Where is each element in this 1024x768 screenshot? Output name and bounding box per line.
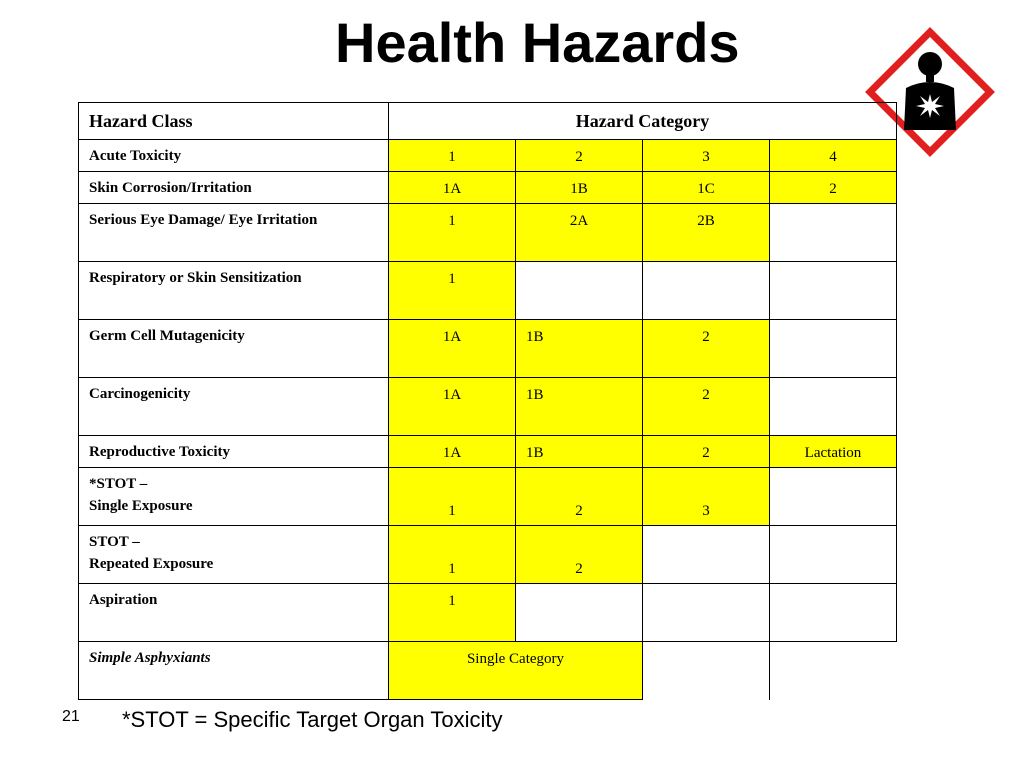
category-cell-empty (516, 584, 643, 642)
table-row (79, 140, 897, 172)
category-cell: 2 (516, 526, 643, 584)
category-cell-empty (770, 204, 897, 262)
hazard-class-line: *STOT – (89, 476, 148, 492)
table-row (79, 378, 897, 436)
category-cell-empty (643, 262, 770, 320)
category-cell: 1 (389, 468, 516, 526)
header-hazard-category: Hazard Category (389, 103, 897, 140)
category-cell: 1B (516, 378, 643, 436)
table-header-row (79, 103, 897, 140)
table-row (79, 642, 897, 700)
category-cell: 1A (389, 172, 516, 204)
hazard-class-line: STOT – (89, 534, 140, 550)
category-cell-empty (643, 526, 770, 584)
category-cell: 1B (516, 436, 643, 468)
hazard-class-cell (79, 468, 389, 526)
hazard-class-cell (79, 526, 389, 584)
category-cell: 2 (516, 468, 643, 526)
category-cell: 1 (389, 140, 516, 172)
category-cell: 2A (516, 204, 643, 262)
category-cell-empty (643, 584, 770, 642)
hazard-class-line: Repeated Exposure (89, 556, 214, 572)
category-cell: 1 (389, 204, 516, 262)
hazard-class-cell: Skin Corrosion/Irritation (79, 172, 389, 204)
header-hazard-class: Hazard Class (79, 103, 389, 140)
table-row (79, 468, 897, 526)
category-cell: 1B (516, 320, 643, 378)
table-row (79, 262, 897, 320)
category-cell: 2 (643, 320, 770, 378)
hazard-class-cell: Aspiration (79, 584, 389, 642)
hazard-class-cell: Reproductive Toxicity (79, 436, 389, 468)
category-cell: 3 (643, 468, 770, 526)
category-cell-empty (516, 262, 643, 320)
hazard-table (78, 102, 897, 700)
category-cell: Single Category (389, 642, 643, 700)
slide-number: 21 (62, 708, 80, 725)
hazard-class-line: Single Exposure (89, 498, 193, 514)
hazard-class-cell: Acute Toxicity (79, 140, 389, 172)
category-cell: 2 (770, 172, 897, 204)
category-cell: 1C (643, 172, 770, 204)
category-cell: 2 (643, 378, 770, 436)
category-cell: 1A (389, 436, 516, 468)
category-cell: 3 (643, 140, 770, 172)
category-cell-empty (770, 320, 897, 378)
footnote: *STOT = Specific Target Organ Toxicity (122, 707, 503, 732)
category-cell: 2B (643, 204, 770, 262)
table-row (79, 584, 897, 642)
table-row (79, 204, 897, 262)
category-cell: 1 (389, 584, 516, 642)
table-row (79, 172, 897, 204)
table-row (79, 526, 897, 584)
category-cell: 2 (643, 436, 770, 468)
category-cell: 1 (389, 526, 516, 584)
category-cell-empty (770, 642, 897, 700)
category-cell: 2 (516, 140, 643, 172)
page-title: Health Hazards (335, 11, 740, 74)
hazard-class-cell: Respiratory or Skin Sensitization (79, 262, 389, 320)
category-cell-empty (770, 584, 897, 642)
category-cell: 1 (389, 262, 516, 320)
category-cell: 4 (770, 140, 897, 172)
category-cell-empty (643, 642, 770, 700)
category-cell-empty (770, 262, 897, 320)
category-cell-empty (770, 378, 897, 436)
category-cell: Lactation (770, 436, 897, 468)
category-cell: 1A (389, 378, 516, 436)
category-cell: 1A (389, 320, 516, 378)
hazard-class-cell: Carcinogenicity (79, 378, 389, 436)
hazard-class-cell: Simple Asphyxiants (79, 642, 389, 700)
table-row (79, 320, 897, 378)
category-cell-empty (770, 526, 897, 584)
hazard-class-cell: Serious Eye Damage/ Eye Irritation (79, 204, 389, 262)
hazard-class-cell: Germ Cell Mutagenicity (79, 320, 389, 378)
table-row (79, 436, 897, 468)
category-cell: 1B (516, 172, 643, 204)
category-cell-empty (770, 468, 897, 526)
